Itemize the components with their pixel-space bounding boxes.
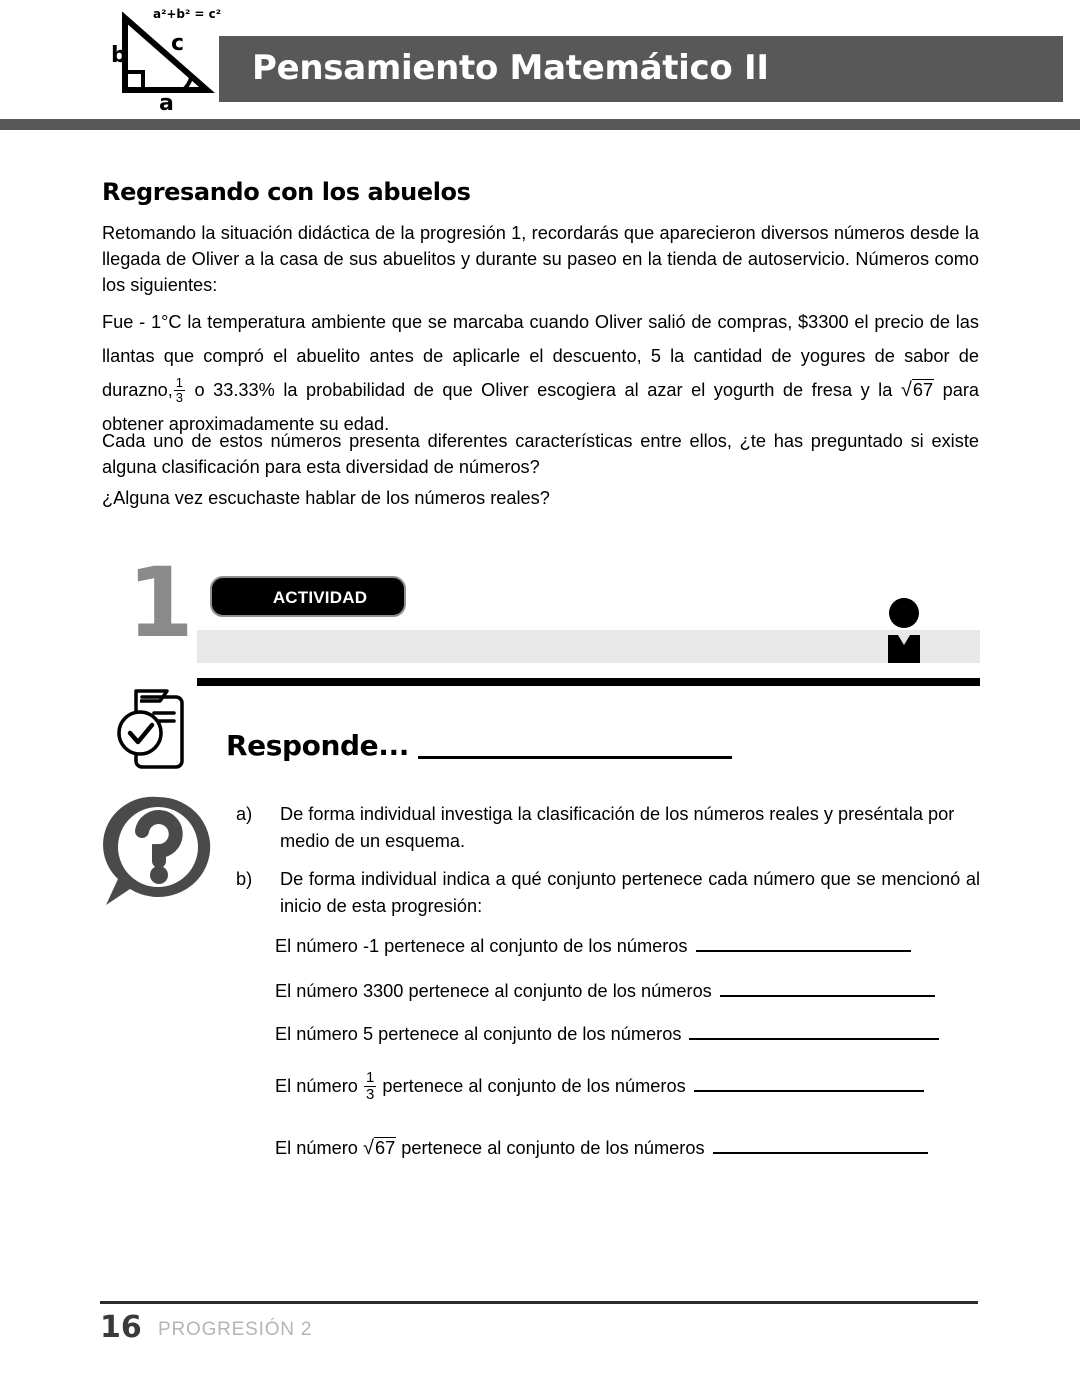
question-mark-bubble-icon (92, 785, 220, 913)
answer-blank-line[interactable] (713, 1136, 928, 1154)
document-check-icon (114, 681, 206, 773)
list-item (236, 866, 980, 920)
blank-row (275, 933, 911, 959)
footer-divider-rule (100, 1301, 978, 1304)
blank-row (275, 978, 935, 1004)
section-heading: Regresando con los abuelos (102, 178, 471, 206)
answer-blank-line[interactable] (694, 1074, 924, 1092)
answer-blank-line[interactable] (696, 934, 911, 952)
page-title: Pensamiento Matemático II (252, 48, 769, 88)
sqrt-67: √67 (362, 1137, 396, 1159)
list-item (236, 801, 980, 855)
list-item-text: De forma individual indica a qué conjunto pertenece cada número que se mencionó al inicio de esta progresión: (280, 869, 980, 916)
answer-blank-line[interactable] (689, 1022, 939, 1040)
blank-row-prefix: El número 3300 pertenece al conjunto de los números (275, 981, 712, 1001)
responde-underline (418, 756, 732, 759)
blank-row (275, 1070, 924, 1103)
pythagorean-triangle-logo (103, 2, 223, 117)
blank-row-suffix: pertenece al conjunto de los números (382, 1076, 686, 1096)
intro-paragraph: Retomando la situación didáctica de la progresión 1, recordarás que aparecieron diversos números desde la llegada de Oliver a la casa de sus abuelitos y durante su paseo en la tienda de autoservicio. Números como los siguientes: (102, 223, 979, 295)
blank-row-suffix: pertenece al conjunto de los números (401, 1138, 705, 1158)
question-paragraph: Cada uno de estos números presenta diferentes características entre ellos, ¿te has preguntado si existe alguna clasificación para esta diversidad de números? (102, 431, 979, 477)
real-numbers-question: ¿Alguna vez escuchaste hablar de los números reales? (102, 488, 550, 508)
fraction-one-third-inline: $\frac{1}{3}$ (175, 375, 184, 405)
svg-text:a: a (159, 91, 174, 116)
progression-label: PROGRESIÓN 2 (158, 1319, 313, 1340)
blank-row (275, 1135, 928, 1161)
svg-text:a²+b² = c²: a²+b² = c² (153, 7, 222, 21)
blank-row-prefix: El número (275, 1138, 358, 1158)
numbers-paragraph (102, 305, 979, 441)
blank-row-prefix: El número (275, 1076, 358, 1096)
page-header (0, 0, 1080, 128)
header-divider-rule (0, 119, 1080, 130)
numbers-paragraph-part-1: Fue - 1°C la temperatura ambiente que se marcaba cuando Oliver salió de compras, $3300 el precio de las llantas que compró el abuelito antes de aplicarle el descuento, 5 la cantidad de yogures de sabor de durazno, (102, 312, 979, 400)
svg-text:c: c (171, 31, 185, 56)
activity-number: 1 (127, 547, 192, 659)
fraction-one-third: $\frac{1}{3}$ (365, 1069, 375, 1103)
responde-label: Responde... (226, 729, 409, 762)
svg-text:b: b (111, 43, 127, 68)
blank-row-prefix: El número 5 pertenece al conjunto de los números (275, 1024, 682, 1044)
list-item-marker: a) (236, 804, 253, 824)
activity-thick-rule (197, 678, 980, 686)
list-item-marker: b) (236, 869, 253, 889)
activity-badge (210, 576, 406, 617)
blank-row (275, 1021, 939, 1047)
page-number: 16 (100, 1310, 142, 1345)
answer-blank-line[interactable] (720, 979, 935, 997)
list-item-text: De forma individual investiga la clasificación de los números reales y preséntala por medio de un esquema. (280, 804, 955, 851)
numbers-paragraph-part-2: o 33.33% la probabilidad de que Oliver escogiera al azar el yogurth de fresa y la (194, 380, 893, 400)
person-icon (884, 597, 924, 663)
activity-gray-bar (197, 630, 980, 663)
blank-row-prefix: El número -1 pertenece al conjunto de los números (275, 936, 688, 956)
numbers-paragraph-part-3: para obtener aproximadamente su edad. (102, 380, 979, 434)
sqrt-67-inline: √67 (900, 379, 934, 401)
activity-badge-label: ACTIVIDAD (272, 588, 368, 607)
